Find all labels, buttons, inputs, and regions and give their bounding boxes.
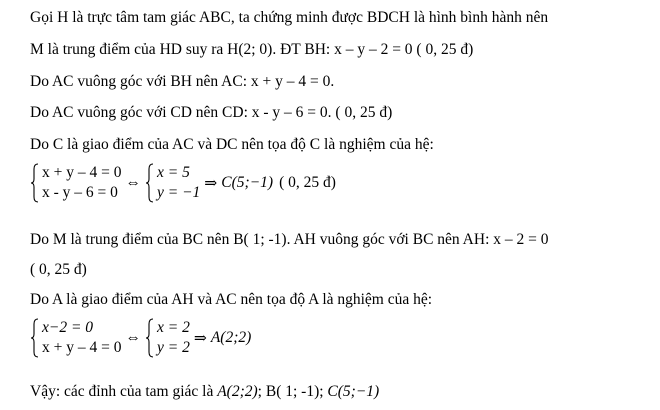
equivalence-symbol: ⇔ bbox=[125, 329, 141, 346]
system2-result: A(2;2) bbox=[210, 329, 252, 346]
equation-system-1 bbox=[30, 163, 336, 203]
text-line-9 bbox=[30, 382, 379, 402]
system1-left-eq2: x - y – 6 = 0 bbox=[42, 184, 118, 201]
vertex-c: C(5;−1) bbox=[327, 383, 380, 400]
system1-score: ( 0, 25 đ) bbox=[279, 174, 336, 191]
system1-right-eq1: x = 5 bbox=[156, 164, 190, 181]
text-line-6: Do M là trung điểm của BC nên B( 1; -1). AH vuông góc với BC nên AH: x – 2 = 0 bbox=[30, 231, 549, 248]
text-line-2: M là trung điểm của HD suy ra H(2; 0). ĐT BH: x – y – 2 = 0 ( 0, 25 đ) bbox=[30, 41, 474, 58]
vertex-a: A(2;2) bbox=[217, 383, 258, 400]
left-brace-icon bbox=[30, 318, 39, 358]
text-line-3: Do AC vuông góc với BH nên AC: x + y – 4 = 0. bbox=[30, 73, 335, 90]
system2-left-eq1: x−2 = 0 bbox=[42, 319, 94, 336]
left-brace-icon bbox=[145, 318, 154, 358]
system1-left-eq1: x + y – 4 = 0 bbox=[42, 164, 122, 181]
system2-right-eq1: x = 2 bbox=[156, 319, 190, 336]
conclusion-prefix: Vậy: các đỉnh của tam giác là bbox=[30, 383, 214, 400]
implies-symbol: ⇒ bbox=[193, 329, 207, 347]
text-line-7: ( 0, 25 đ) bbox=[30, 261, 87, 278]
vertex-b: ; B( 1; -1); bbox=[257, 383, 324, 400]
system2-left-eq2: x + y – 4 = 0 bbox=[42, 339, 122, 356]
left-brace-icon bbox=[145, 163, 154, 203]
system2-right-eq2: y = 2 bbox=[156, 339, 190, 356]
left-brace-icon bbox=[30, 163, 39, 203]
equation-system-2 bbox=[30, 318, 251, 358]
equivalence-symbol: ⇔ bbox=[125, 174, 141, 191]
text-line-1: Gọi H là trực tâm tam giác ABC, ta chứng minh được BDCH là hình bình hành nên bbox=[30, 9, 549, 26]
system1-right-eq2: y = −1 bbox=[156, 184, 201, 201]
text-line-4: Do AC vuông góc với CD nên CD: x - y – 6 = 0. ( 0, 25 đ) bbox=[30, 104, 393, 121]
implies-symbol: ⇒ bbox=[204, 174, 218, 192]
text-line-8: Do A là giao điểm của AH và AC nên tọa độ A là nghiệm của hệ: bbox=[30, 291, 433, 308]
text-line-5: Do C là giao điểm của AC và DC nên tọa độ C là nghiệm của hệ: bbox=[30, 136, 434, 153]
system1-result: C(5;−1) bbox=[221, 174, 274, 191]
